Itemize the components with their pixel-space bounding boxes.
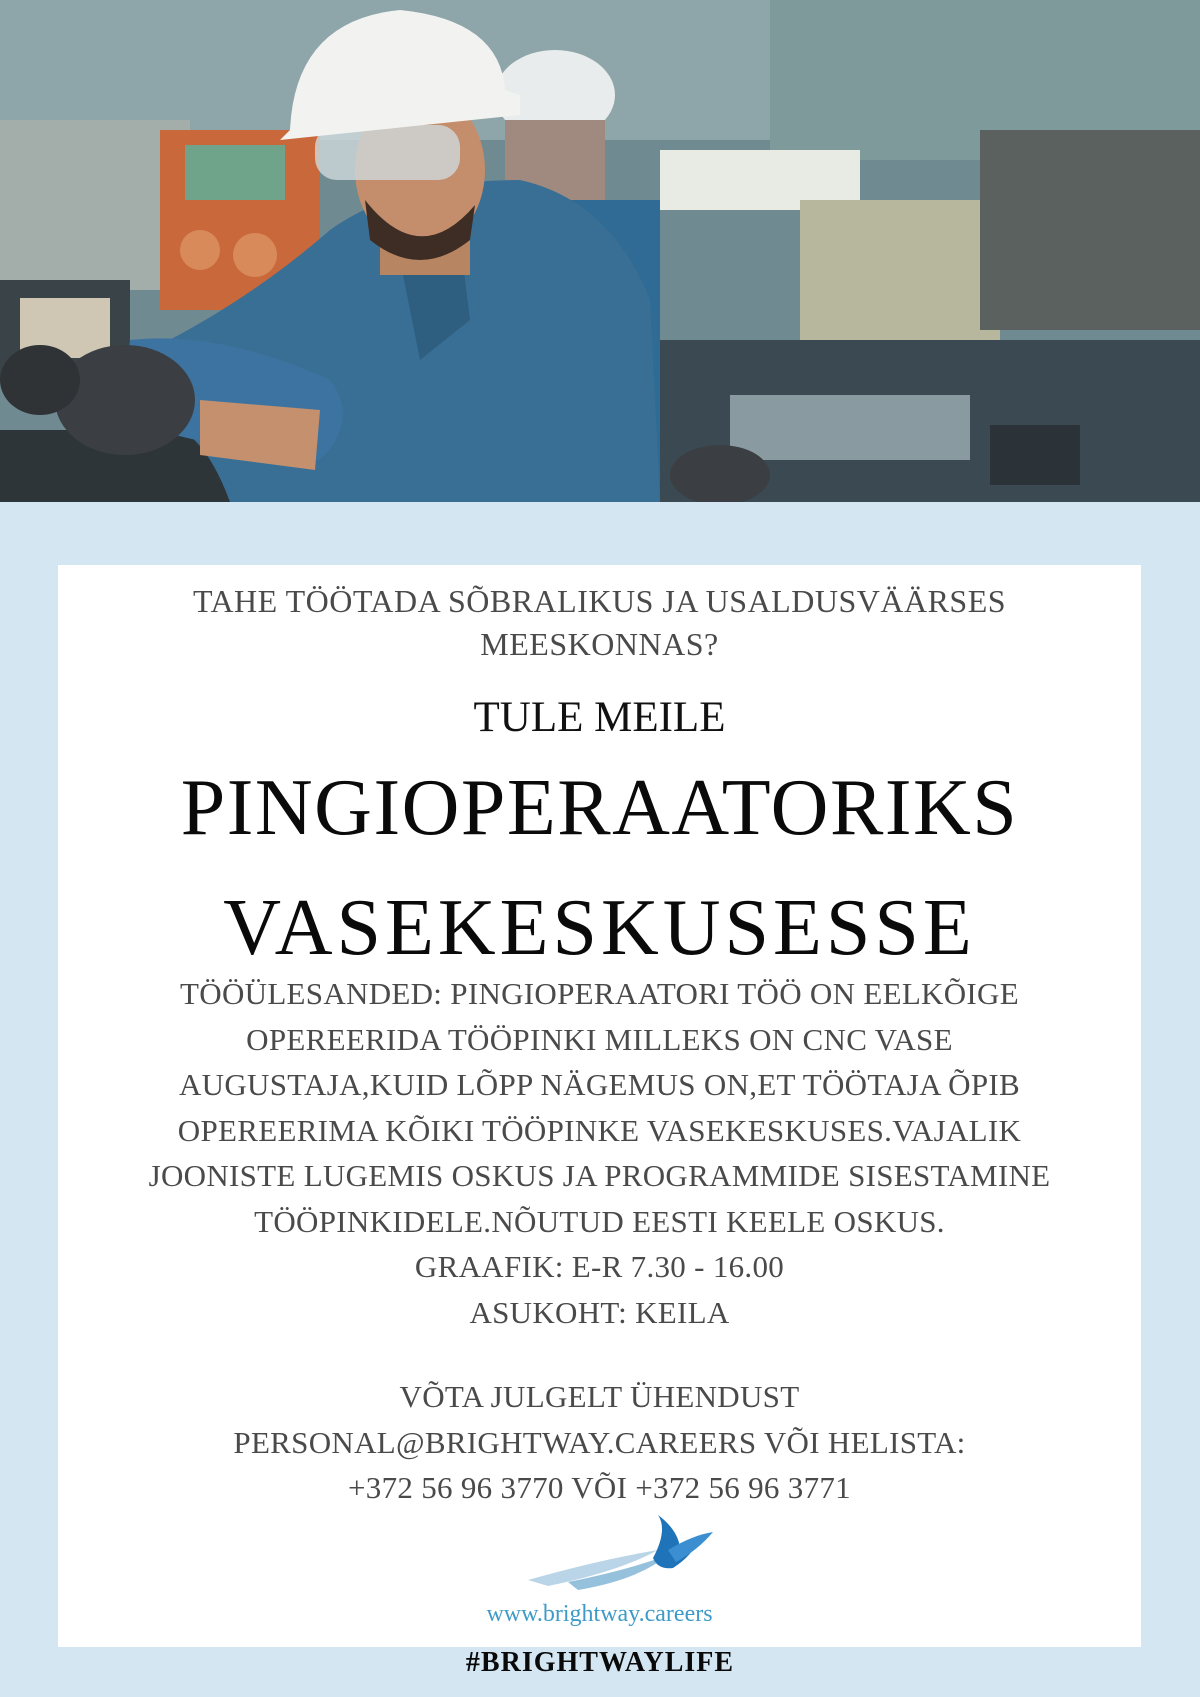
job-ad-card [58,565,1141,1647]
tagline: TULE MEILE [473,694,726,741]
description-line: AUGUSTAJA,KUID LÕPP NÄGEMUS ON,ET TÖÖTAJA ÕPIB [178,1067,1020,1102]
description-line: OPEREERIMA KÕIKI TÖÖPINKE VASEKESKUSES.VAJALIK [177,1112,1022,1148]
bird-logo-icon [508,1510,748,1600]
worker-illustration [0,0,1200,502]
job-title-line-2: VASEKESKUSESSE [223,884,976,972]
job-title-line-1: PINGIOPERAATORIKS [180,764,1019,852]
hero-photo [0,0,1200,502]
schedule: GRAAFIK: E-R 7.30 - 16.00 [414,1249,785,1284]
contact-block [118,1374,1081,1511]
intro-question: TAHE TÖÖTADA SÕBRALIKUS JA USALDUSVÄÄRSES MEESKONNAS? [192,583,1007,662]
description-line: TÖÖPINKIDELE.NÕUTUD EESTI KEELE OSKUS. [254,1203,945,1239]
location: ASUKOHT: KEILA [469,1294,730,1330]
description-line: OPEREERIDA TÖÖPINKI MILLEKS ON CNC VASE [246,1021,953,1057]
description-line: TÖÖÜLESANDED: PINGIOPERAATORI TÖÖ ON EELKÕIGE [180,976,1019,1011]
contact-heading: VÕTA JULGELT ÜHENDUST [399,1379,800,1414]
contact-phones[interactable]: +372 56 96 3770 VÕI +372 56 96 3771 [347,1470,851,1505]
contact-email[interactable]: PERSONAL@BRIGHTWAY.CAREERS VÕI HELISTA: [233,1424,966,1460]
website-link[interactable]: www.brightway.careers [486,1601,713,1627]
description-line: JOONISTE LUGEMIS OSKUS JA PROGRAMMIDE SISESTAMINE [148,1158,1051,1193]
hashtag: #BRIGHTWAYLIFE [465,1647,735,1678]
job-description [128,971,1071,1335]
